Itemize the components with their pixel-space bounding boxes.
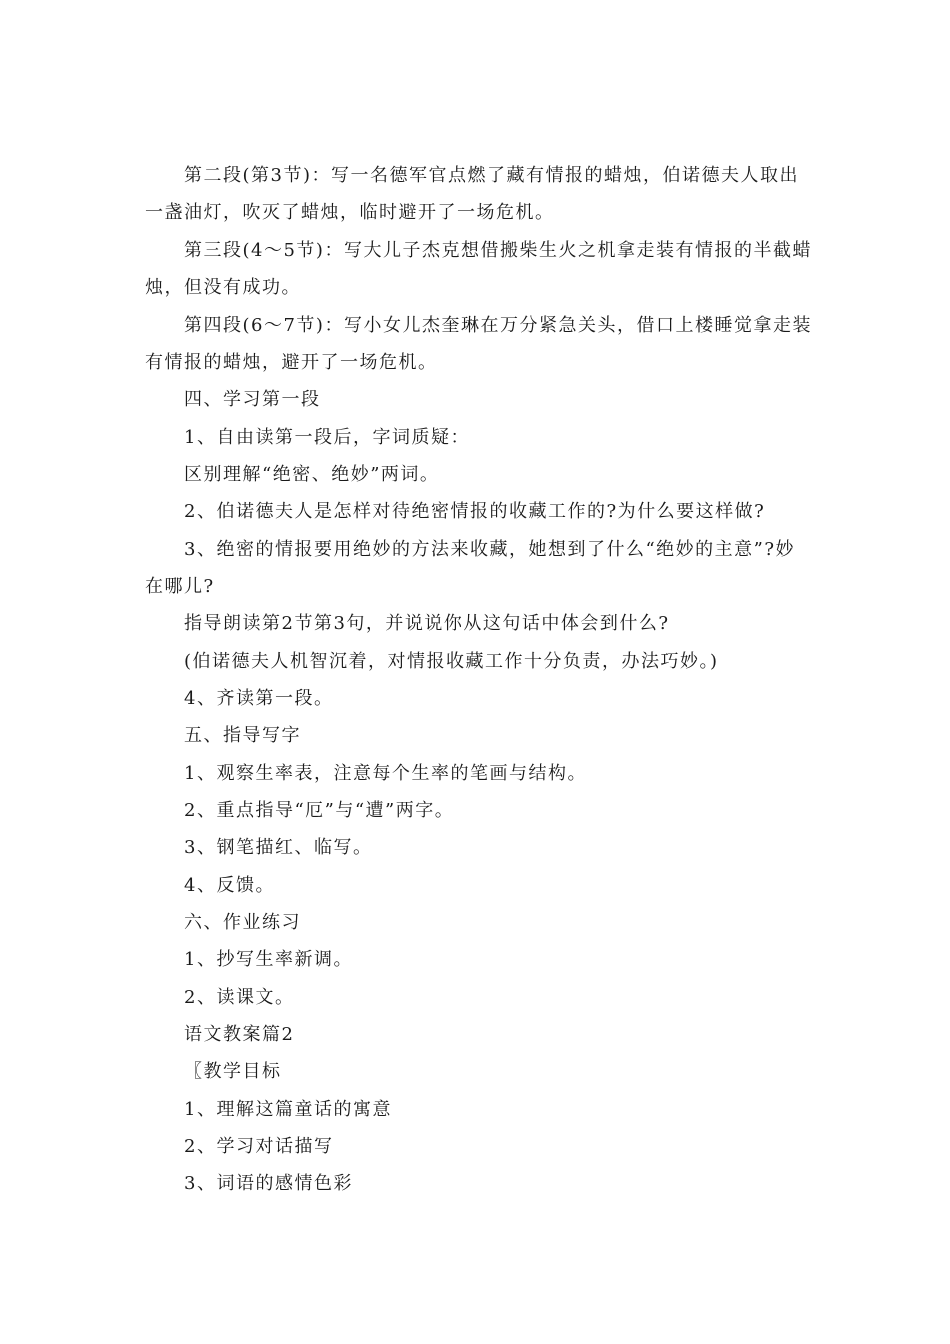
list-item: 1、观察生率表，注意每个生率的笔画与结构。 <box>184 763 587 784</box>
section-heading: 〖教学目标 <box>184 1061 282 1082</box>
list-item: 2、读课文。 <box>184 987 295 1008</box>
paragraph-line: 区别理解“绝密、绝妙”两词。 <box>184 464 440 485</box>
paragraph-line: 第四段(6～7节)：写小女儿杰奎琳在万分紧急关头，借口上楼睡觉拿走装 <box>184 315 812 336</box>
section-heading: 四、学习第一段 <box>184 389 321 410</box>
list-item: 1、抄写生率新调。 <box>184 949 353 970</box>
list-item: 1、自由读第一段后，字词质疑： <box>184 427 470 448</box>
list-item: 4、反馈。 <box>184 875 275 896</box>
paragraph-line: 指导朗读第2节第3句，并说说你从这句话中体会到什么? <box>184 613 670 634</box>
list-item: 3、绝密的情报要用绝妙的方法来收藏，她想到了什么“绝妙的主意”?妙 <box>184 539 796 560</box>
list-item: 2、学习对话描写 <box>184 1136 334 1157</box>
paragraph-line: 第二段(第3节)：写一名德军官点燃了藏有情报的蜡烛，伯诺德夫人取出 <box>184 165 799 186</box>
list-item: 3、钢笔描红、临写。 <box>184 837 373 858</box>
paragraph-line: 有情报的蜡烛，避开了一场危机。 <box>145 352 438 373</box>
section-heading: 五、指导写字 <box>184 725 301 746</box>
list-item: 4、齐读第一段。 <box>184 688 334 709</box>
list-item: 3、词语的感情色彩 <box>184 1173 353 1194</box>
list-item: 2、伯诺德夫人是怎样对待绝密情报的收藏工作的?为什么要这样做? <box>184 501 766 522</box>
paragraph-line: 第三段(4～5节)：写大儿子杰克想借搬柴生火之机拿走装有情报的半截蜡 <box>184 240 812 261</box>
list-item: 1、理解这篇童话的寓意 <box>184 1099 392 1120</box>
paragraph-line: 一盏油灯，吹灭了蜡烛，临时避开了一场危机。 <box>145 202 555 223</box>
paragraph-line: 在哪儿? <box>145 576 215 597</box>
paragraph-line: (伯诺德夫人机智沉着，对情报收藏工作十分负责，办法巧妙。) <box>184 651 719 672</box>
list-item: 2、重点指导“厄”与“遭”两字。 <box>184 800 455 821</box>
paragraph-line: 烛，但没有成功。 <box>145 277 301 298</box>
document-title: 语文教案篇2 <box>184 1024 295 1045</box>
section-heading: 六、作业练习 <box>184 912 301 933</box>
